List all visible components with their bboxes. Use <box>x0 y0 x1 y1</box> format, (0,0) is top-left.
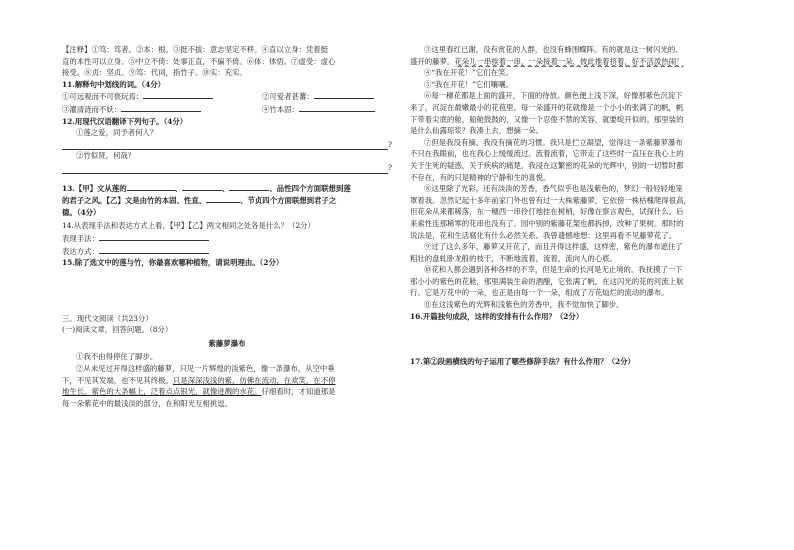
answer-blank[interactable] <box>121 103 201 112</box>
paragraph-2-cont: 下，不见其发端，也不见其终极。只是深深浅浅的紫，仿佛在流动，在欢笑，在不停 <box>62 375 336 385</box>
paragraph-8-cont: 来索性连那稀零的花串也没有了。园中别的紫藤花架也都拆掉，改种了果树。那时的 <box>410 218 684 228</box>
q12-item1: ①莲之爱，同予者何人？ <box>76 128 158 138</box>
paragraph-4: ④“我在开花！”它们在笑。 <box>424 68 513 78</box>
answer-line[interactable] <box>62 173 388 174</box>
answer-blank[interactable] <box>143 90 213 99</box>
paragraph-7-cont: 不只在我眼前，也在我心上缓缓流过。流着流着，它带走了这些时一直压在我心上的 <box>410 149 684 159</box>
annotation-line: 直的本性可以立身。⑤中立不倚：处事正直，不偏不倚。⑥体：体悟。⑦虚受：虚心 <box>62 56 336 66</box>
answer-blank[interactable] <box>314 90 374 99</box>
answer-line-row: ? <box>62 139 392 151</box>
underlined-sentence: 地生长。 <box>62 387 92 397</box>
question-17: 17.第②段画横线的句子运用了哪些修辞手法？有什么作用？（2分） <box>410 357 635 367</box>
answer-blank[interactable] <box>299 103 375 112</box>
paragraph-10: ⑩花和人都会遇到各种各样的不幸，但是生命的长河是无止境的。我抚摸了一下 <box>424 265 683 275</box>
question-14-title: 14.从表现手法和表达方式上看，【甲】【乙】两文相同之处各是什么？（2分） <box>62 221 315 231</box>
paragraph-8-cont: 说法是，花和生活腐化有什么必然关系。我曾遗憾地想：这里再看不见藤萝花了。 <box>410 230 677 240</box>
paragraph-9: ⑨过了这么多年，藤萝又开花了，而且开得这样盛，这样密，紫色的瀑布遮住了 <box>424 242 683 252</box>
paragraph-2-cont: 地生长。紫色的大条幅上，泛着点点银光，就像迸溅的水花。仔细看时，才知道那是 <box>62 387 336 397</box>
q12-item2: ②竹似贤，何哉？ <box>76 151 136 161</box>
answer-line-row: ? <box>62 162 392 174</box>
paragraph-10-cont: 行。它是万花中的一朵，也正是由每一个一朵，组成了万花灿烂的流动的瀑布。 <box>410 288 669 298</box>
paragraph-8-cont: 罩着我。忽然记起十多年前家门外也曾有过一大株紫藤萝，它依傍一株枯槐爬得很高， <box>410 195 691 205</box>
paragraph-6: ⑥每一穗花都是上面的盛开，下面的待放。颜色便上浅下深，好像那紫色沉淀下 <box>424 91 683 101</box>
underlined-sentence: 只是深深浅浅的紫，仿佛在流动，在欢笑，在不停 <box>172 375 336 385</box>
q11-item1: ①可远观而不可亵玩焉： <box>62 92 144 102</box>
q11-item2: ②可爱者甚蕃： <box>262 92 314 102</box>
answer-blank[interactable] <box>99 232 209 241</box>
q14-expression: 表达方式： <box>62 245 392 258</box>
section-3-subheading: (一)阅读文章，回答问题。（8分） <box>62 325 173 335</box>
paragraph-2-cont: 每一朵紫花中的最浅淡的部分，在和阳光互相挑逗。 <box>62 398 232 408</box>
annotation-line: 接受。⑧贞：坚贞。⑨笃：代词，指竹子。⑩实：充实。 <box>62 68 247 78</box>
question-11-row1 <box>62 90 392 103</box>
q11-item4: ④竹本固： <box>262 104 299 114</box>
q14-technique: 表现手法： <box>62 232 392 245</box>
paragraph-3-cont: 盛开的藤萝。花朵儿一串挨着一串，一朵接着一朵，彼此推着挤着，好不活泼热闹！ <box>410 56 684 66</box>
question-13: 13.【甲】文从莲的 、 、 、品性四个方面联想到莲 <box>62 183 351 193</box>
answer-blank[interactable] <box>99 245 209 254</box>
paragraph-5: ⑤“我在开花！”它们嚷嚷。 <box>424 79 513 89</box>
paragraph-11: ⑪在这浅紫色的光辉和浅紫色的芳香中，我不觉加快了脚步。 <box>424 300 624 310</box>
paragraph-3: ③这里春红已谢，没有赏花的人群，也没有蜂围蝶阵。有的就是这一树闪光的、 <box>424 45 683 54</box>
answer-blank[interactable] <box>182 182 222 191</box>
paragraph-6-cont: 下带着尖底的舱，船舱鼓鼓的，又像一个忍俊不禁的笑容，就要绽开似的。那里装的 <box>410 114 684 124</box>
question-13-cont: 的君子之风。【乙】文是由竹的本固、性直、 、节贞四个方面联想到君子之 <box>62 196 337 206</box>
paragraph-7: ⑦但是我没有摘。我没有摘花的习惯。我只是伫立凝望，觉得这一条紫藤萝瀑布 <box>424 137 683 147</box>
underlined-sentence: 紫色的大条幅上，泛着点点银光，就像迸溅的水花。 <box>91 387 262 397</box>
paragraph-7-cont: 关于生死的疑惑，关于疾病的痛楚。我浸在这繁密的花朵的光辉中，别的一切暂时都 <box>410 160 684 170</box>
left-column <box>62 44 392 409</box>
question-16: 16.开篇独句成段，这样的安排有什么作用？（2分） <box>410 311 584 321</box>
right-column <box>410 44 740 368</box>
section-3-heading: 三、现代文阅读（共23分） <box>62 313 153 323</box>
question-13-cont2: 德。（4分） <box>62 207 101 217</box>
paragraph-8: ⑧这里除了光彩，还有淡淡的芳香，香气似乎也是浅紫色的，梦幻一般轻轻地笼 <box>424 184 683 194</box>
question-12-title: 12.用现代汉语翻译下列句子。（4分） <box>62 116 188 126</box>
paragraph-1: ①我不由得停住了脚步。 <box>76 352 158 362</box>
paragraph-10-cont: 那小小的紫色的花舱，那里满装生命的酒酿，它张满了帆，在这闪光的花的河流上航 <box>410 276 684 286</box>
paragraph-6-cont: 来了，沉淀在最嫩最小的花苞里。每一朵盛开的花就像是一个小小的张满了的帆，帆 <box>410 102 684 112</box>
annotation-line: 【注释】①笃：笃者。②本：根。③挺不拔：意志坚定不移。④直以立身：凭着挺 <box>62 45 329 54</box>
q11-item3: ③濯清涟而不妖： <box>62 104 122 114</box>
question-15: 15.除了选文中的莲与竹，你最喜欢哪种植物，请说明理由。（2分） <box>62 258 284 268</box>
essay-title: 紫藤萝瀑布 <box>208 338 246 348</box>
paragraph-8-cont: 但花朵从来都稀落，东一穗西一串伶仃地挂在树梢，好像在察言观色，试探什么。后 <box>410 207 684 217</box>
answer-blank[interactable] <box>206 194 240 203</box>
paragraph-2: ②从未见过开得这样盛的藤萝，只见一片辉煌的淡紫色，像一条瀑布，从空中垂 <box>76 364 335 374</box>
paragraph-9-cont: 粗壮的盘虬卧龙般的枝干，不断地流着，流着，流向人的心底。 <box>410 253 617 263</box>
question-11-row2 <box>62 103 392 116</box>
paragraph-6-cont: 是什么仙露琼浆？我凑上去，想摘一朵。 <box>410 126 544 136</box>
answer-blank[interactable] <box>127 182 175 191</box>
paragraph-7-cont: 不存在，有的只是精神的宁静和生的喜悦。 <box>410 172 551 182</box>
wavy-underlined-sentence: 花朵儿一串挨着一串，一朵接着一朵，彼此推着挤着，好不活泼热闹！ <box>454 56 684 66</box>
answer-blank[interactable] <box>229 182 269 191</box>
question-11-title: 11.解释句中划线的词。（4分） <box>62 79 165 89</box>
